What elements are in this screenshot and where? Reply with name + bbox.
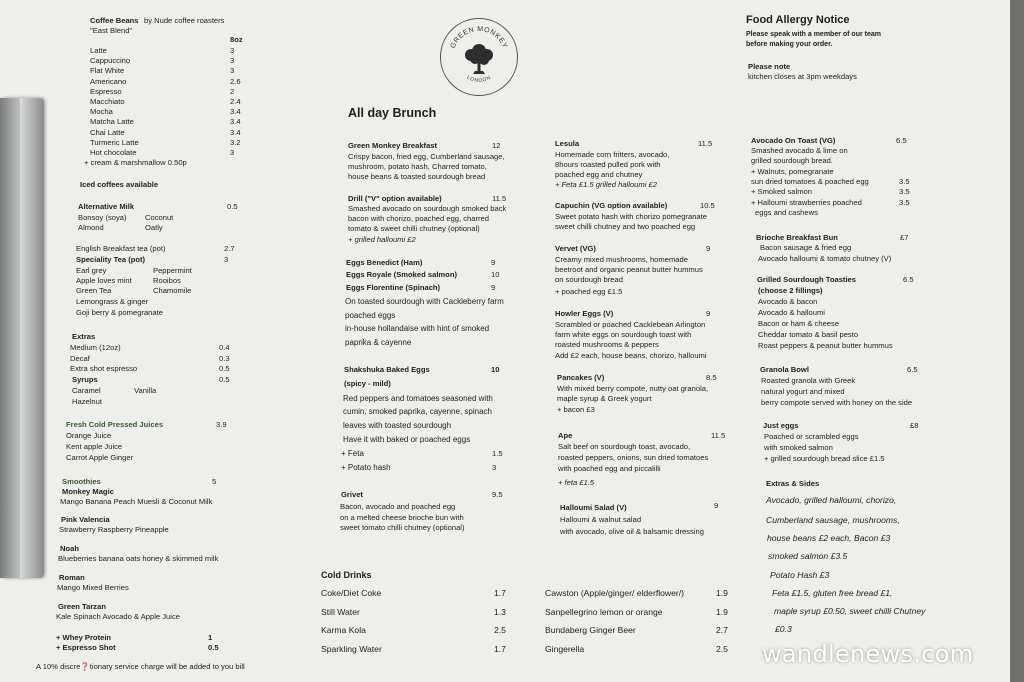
juice-item: Carrot Apple Ginger: [66, 453, 134, 462]
menu-row-price: 1.9: [716, 606, 728, 617]
menu-item-name: Vervet (VG): [555, 244, 596, 253]
menu-item-desc: with poached egg and piccalilli: [558, 464, 661, 473]
menu-row-price: 3: [230, 56, 235, 66]
menu-item-name: Eggs Royale (Smoked salmon): [346, 270, 457, 279]
menu-item-desc: Poached or scrambled eggs: [764, 432, 859, 441]
whey-protein: + Whey Protein: [56, 633, 112, 642]
extras-sides-text: house beans £2 each, Bacon £3: [767, 533, 891, 543]
clipboard-clip-edge: [0, 98, 20, 578]
syrup-item: Hazelnut: [72, 397, 102, 406]
menu-item-price: 1.5: [492, 449, 503, 458]
menu-item-desc: 8hours roasted pulled pork with: [555, 160, 661, 169]
extras-sides-text: Avocado, grilled halloumi, chorizo,: [766, 495, 897, 505]
menu-item-price: 11.5: [711, 431, 726, 440]
cold-drinks-heading: Cold Drinks: [321, 570, 372, 580]
menu-item-desc: maple syrup & Greek yogurt: [557, 394, 652, 403]
extras-sides-text: maple syrup £0.50, sweet chilli Chutney: [774, 606, 926, 616]
tea-item: Earl grey: [76, 266, 107, 275]
coffee-item: Latte: [90, 46, 107, 55]
specialty-tea-price: 3: [224, 255, 229, 264]
menu-item-desc: on sourdough bread: [555, 275, 623, 284]
menu-item-desc: + Feta £1.5 grilled halloumi £2: [555, 180, 657, 189]
whey-price: 1: [208, 633, 213, 642]
menu-row-price: 3.2: [230, 137, 241, 147]
menu-item-name: Drill ("V" option available): [348, 194, 442, 203]
menu-item-name: Green Monkey Breakfast: [348, 141, 438, 150]
drink-item: Sparkling Water: [321, 643, 382, 654]
coffee-blend: "East Blend": [90, 26, 133, 35]
menu-item-price: 3: [492, 463, 497, 472]
menu-item-name: Grivet: [341, 490, 363, 499]
menu-item-name: Avocado On Toast (VG): [751, 136, 836, 145]
menu-item-addon: + Feta: [341, 449, 364, 458]
coffee-item: Matcha Latte: [90, 117, 134, 127]
tea-item: Goji berry & pomegranate: [76, 308, 163, 317]
menu-item-desc: natural yogurt and mixed: [761, 387, 845, 396]
menu-item-desc: roasted peppers, onions, sun dried tomatoes: [558, 453, 709, 462]
extras-sides-heading: Extras & Sides: [766, 479, 820, 488]
menu-item-addon: + Potato hash: [341, 463, 391, 472]
coffee-item: Mocha: [90, 107, 113, 117]
menu-item-desc: berry compote served with honey on the side: [761, 398, 913, 407]
coffee-item: Macchiato: [90, 97, 125, 106]
menu-item-price: 3.5: [899, 177, 910, 186]
extras-sides-text: Cumberland sausage, mushrooms,: [766, 515, 900, 525]
menu-item-desc: Red peppers and tomatoes seasoned with: [343, 394, 493, 403]
logo-bottom-text: LONDON: [465, 74, 493, 84]
menu-row-price: 3.4: [230, 107, 241, 117]
menu-item-price: £7: [900, 233, 909, 242]
menu-row-price: 3: [230, 66, 235, 76]
menu-item-price: 6.5: [907, 365, 918, 374]
menu-item-desc: Roasted granola with Greek: [761, 376, 856, 385]
tea-item: Rooibos: [153, 276, 181, 285]
menu-item-desc: Halloumi & walnut salad: [560, 515, 642, 524]
menu-item-desc: paprika & cayenne: [345, 338, 412, 347]
menu-item-desc: cumin, smoked paprika, cayenne, spinach: [343, 407, 492, 416]
smoothie-desc: Mango Mixed Berries: [57, 583, 129, 592]
allergy-title: Food Allergy Notice: [746, 14, 850, 26]
menu-item-price: 11.5: [698, 139, 713, 148]
menu-item-desc: on a melted cheese brioche bun with: [340, 513, 464, 522]
green-monkey-logo: [440, 18, 518, 96]
tree-icon: [441, 19, 517, 95]
menu-item-price: 9.5: [492, 490, 503, 499]
menu-item-desc: Smashed avocado on sourdough smoked back: [348, 204, 507, 213]
tea-item: Chamomile: [153, 286, 192, 295]
drink-item: Karma Kola: [321, 625, 366, 635]
english-tea: English Breakfast tea (pot): [76, 244, 166, 253]
menu-item-desc: sweet chilli chutney and two poached egg: [555, 222, 696, 231]
menu-item-desc: with smoked salmon: [764, 443, 833, 452]
menu-row-price: 2.7: [716, 625, 728, 635]
menu-row-price: 0.3: [219, 353, 230, 363]
milk-item: Almond: [78, 223, 104, 232]
menu-item-desc: Bacon or ham & cheese: [758, 319, 840, 328]
menu-item-desc: with avocado, olive oil & balsamic dressing: [560, 527, 704, 536]
coffee-item: Espresso: [90, 86, 122, 96]
service-charge-note: A 10% discre❓tionary service charge will be added to you bill: [36, 662, 245, 671]
iced-coffee-note: Iced coffees available: [80, 180, 159, 189]
coffee-item: Flat White: [90, 66, 125, 76]
note-text: kitchen closes at 3pm weekdays: [748, 72, 857, 81]
milk-price: 0.5: [227, 202, 238, 211]
menu-item-desc: + feta £1.5: [558, 478, 595, 487]
smoothie-name: Pink Valencia: [61, 515, 110, 524]
coffee-item: Cappuccino: [90, 56, 131, 66]
menu-item-desc: bacon with chorizo, poached egg, charred: [348, 214, 489, 223]
coffee-item: Chai Latte: [90, 127, 125, 137]
menu-item-price: 10.5: [700, 201, 715, 210]
coffee-roaster: by Nude coffee roasters: [144, 16, 225, 25]
menu-item-name: Ape: [558, 431, 573, 440]
menu-item-name: Granola Bowl: [760, 365, 809, 374]
menu-item-desc: Avocado & bacon: [758, 297, 818, 306]
menu-item-name: Grilled Sourdough Toasties: [757, 275, 857, 284]
extra-item: Extra shot espresso: [70, 364, 138, 373]
menu-item-desc: Roast peppers & peanut butter hummus: [758, 341, 893, 350]
menu-item-price: 9: [714, 501, 719, 510]
menu-item-price: 6.5: [903, 275, 914, 284]
menu-row-price: 1.7: [494, 588, 506, 598]
extras-sides-text: Feta £1.5, gluten free bread £1,: [772, 588, 893, 598]
menu-item-desc: + poached egg £1.5: [555, 287, 623, 296]
menu-row-price: 2.4: [230, 97, 241, 106]
menu-item-name: Pancakes (V): [557, 373, 605, 382]
specialty-tea: Speciality Tea (pot): [76, 255, 146, 264]
menu-item-name: Shakshuka Baked Eggs: [344, 365, 430, 374]
smoothie-desc: Kale Spinach Avocado & Apple Juice: [56, 612, 180, 621]
smoothie-desc: Mango Banana Peach Muesli & Coconut Milk: [60, 497, 213, 506]
menu-item-name: Howler Eggs (V): [555, 309, 614, 318]
menu-item-desc: Avocado halloumi & tomato chutney (V): [758, 254, 892, 263]
menu-row-price: 2: [230, 86, 235, 96]
smoothie-name: Green Tarzan: [58, 602, 106, 611]
menu-item-desc: roasted mushrooms & peppers: [555, 340, 659, 349]
menu-item-desc: sweet tomato chilli chutney (optional): [340, 523, 465, 532]
extras-sides-text: smoked salmon £3.5: [768, 551, 848, 561]
extras-heading: Extras: [72, 332, 96, 341]
tea-item: Peppermint: [153, 266, 192, 275]
menu-item-desc: + bacon £3: [557, 405, 595, 414]
menu-item-name: Capuchin (VG option available): [555, 201, 668, 210]
menu-item-price: 6.5: [896, 136, 907, 145]
menu-item-desc: Salt beef on sourdough toast, avocado,: [558, 442, 691, 451]
menu-item-desc: beetroot and organic peanut butter hummus: [555, 265, 703, 274]
menu-row-price: 0.5: [219, 364, 230, 373]
menu-item-desc: in-house hollandaise with hint of smoked: [345, 324, 490, 333]
menu-item-name: Lesula: [555, 139, 580, 148]
menu-item-desc: Avocado & halloumi: [758, 308, 825, 317]
brunch-title: All day Brunch: [348, 106, 437, 120]
menu-row-price: 3: [230, 148, 235, 157]
menu-row-price: 3.4: [230, 127, 241, 137]
menu-row-price: 1.7: [494, 643, 506, 654]
tea-item: Lemongrass & ginger: [76, 297, 149, 306]
menu-item-price: 12: [492, 141, 501, 150]
menu-item-desc: Homemade corn fritters, avocado,: [555, 150, 670, 159]
menu-item-desc: Bacon sausage & fried egg: [760, 243, 852, 252]
milk-item: Oatly: [145, 223, 163, 232]
note-heading: Please note: [748, 62, 791, 71]
menu-item-name: Eggs Benedict (Ham): [346, 258, 423, 267]
drink-item: Still Water: [321, 606, 360, 617]
drink-item: Coke/Diet Coke: [321, 588, 382, 598]
smoothie-desc: Strawberry Raspberry Pineapple: [59, 525, 169, 534]
syrup-item: Caramel: [72, 386, 101, 395]
tea-item: Apple loves mint: [76, 276, 132, 285]
syrups-price: 0.5: [219, 375, 230, 384]
smoothie-name: Roman: [59, 573, 85, 582]
coffee-item: Americano: [90, 76, 127, 86]
menu-item-name: Just eggs: [763, 421, 799, 430]
extras-sides-text: Potato Hash £3: [770, 570, 830, 580]
menu-item-desc: sun dried tomatoes & poached egg: [751, 177, 869, 186]
menu-row-price: 1.9: [716, 588, 728, 598]
menu-item-desc: + Smoked salmon: [751, 187, 812, 196]
menu-item-price: £8: [910, 421, 919, 430]
extras-sides-text: £0.3: [775, 624, 792, 634]
juice-item: Kent apple Juice: [66, 442, 123, 451]
menu-item-desc: Smashed avocado & lime on: [751, 146, 848, 155]
coffee-item: Turmeric Latte: [90, 137, 139, 147]
menu-item-desc: + Halloumi strawberries poached: [751, 198, 862, 207]
menu-item-price: 10: [491, 270, 500, 279]
menu-row-price: 2.5: [494, 625, 506, 635]
menu-item-price: 9: [491, 283, 496, 292]
menu-item-desc: Sweet potato hash with chorizo pomegranate: [555, 212, 707, 221]
menu-item-desc: farm white eggs on sourdough toast with: [555, 330, 692, 339]
coffee-heading: Coffee Beans: [90, 16, 139, 25]
menu-item-desc: On toasted sourdough with Cackleberry farm: [345, 297, 504, 306]
milk-heading: Alternative Milk: [78, 202, 135, 211]
smoothie-name: Monkey Magic: [62, 487, 114, 496]
menu-item-desc: With mixed berry compote, nutty oat granola,: [557, 384, 709, 393]
menu-item-price: 10: [491, 365, 500, 374]
menu-item-name: Eggs Florentine (Spinach): [346, 283, 441, 292]
menu-row-price: 1.3: [494, 606, 506, 617]
menu-row-price: 3: [230, 46, 235, 55]
menu-item-desc: + grilled halloumi £2: [348, 235, 416, 244]
menu-item-price: 9: [706, 309, 711, 318]
menu-item-desc: Bacon, avocado and poached egg: [340, 502, 456, 511]
drink-item: Sanpellegrino lemon or orange: [545, 606, 663, 617]
extra-item: Medium (12oz): [70, 343, 121, 352]
menu-item-desc: grilled sourdough bread.: [751, 156, 833, 165]
espresso-shot-price: 0.5: [208, 643, 219, 652]
menu-item-desc: Scrambled or poached Cacklebean Arlington: [555, 320, 706, 329]
allergy-text: Please speak with a member of our team: [746, 31, 881, 38]
tea-item: Green Tea: [76, 286, 112, 295]
juices-heading: Fresh Cold Pressed Juices: [66, 420, 164, 429]
menu-item-price: 8.5: [706, 373, 717, 382]
coffee-item: Hot chocolate: [90, 148, 137, 157]
menu-item-desc: poached egg and chutney: [555, 170, 643, 179]
drink-item: Cawston (Apple/ginger/ elderflower/): [545, 588, 684, 598]
logo-top-text: GREEN MONKEY: [449, 25, 509, 50]
drink-item: Bundaberg Ginger Beer: [545, 625, 636, 635]
milk-item: Bonsoy (soya): [78, 213, 127, 222]
juices-price: 3.9: [216, 420, 227, 429]
menu-item-desc: eggs and cashews: [755, 208, 818, 217]
menu-item-desc: mushroom, potato hash, Charred tomato,: [348, 162, 487, 171]
syrups-heading: Syrups: [72, 375, 98, 384]
coffee-addon: + cream & marshmallow 0.50p: [84, 158, 187, 167]
menu-item-desc: Cheddar tomato & basil pesto: [758, 330, 859, 339]
menu-item-desc: + Walnuts, pomegranate: [751, 167, 834, 176]
menu-item-price: 11.5: [492, 194, 507, 203]
menu-row-price: 2.5: [716, 643, 728, 654]
smoothie-name: Noah: [60, 544, 79, 553]
allergy-text: before making your order.: [746, 41, 833, 48]
menu-item-subtitle: (choose 2 fillings): [758, 286, 823, 295]
menu-row-price: 3.4: [230, 117, 241, 127]
menu-item-subtitle: (spicy - mild): [344, 379, 391, 388]
syrup-item: Vanilla: [134, 386, 157, 395]
menu-row-price: 2.6: [230, 76, 241, 86]
smoothies-heading: Smoothies: [62, 477, 101, 486]
menu-item-desc: Have it with baked or poached eggs: [343, 435, 471, 444]
menu-item-price: 9: [491, 258, 496, 267]
espresso-shot: + Espresso Shot: [56, 643, 116, 652]
extra-item: Decaf: [70, 353, 90, 363]
menu-item-desc: Add £2 each, house beans, chorizo, halloumi: [555, 351, 707, 360]
watermark: wandlenews.com: [762, 640, 974, 668]
smoothie-desc: Blueberries banana oats honey & skimmed milk: [58, 554, 219, 563]
menu-item-desc: tomato & sweet chilli chutney (optional): [348, 224, 480, 233]
menu-item-name: Brioche Breakfast Bun: [756, 233, 838, 242]
menu-item-desc: house beans & toasted sourdough bread: [348, 172, 486, 181]
milk-item: Coconut: [145, 213, 174, 222]
menu-item-desc: + grilled sourdough bread slice £1.5: [764, 454, 885, 463]
drink-item: Gingerella: [545, 643, 585, 654]
menu-item-desc: leaves with toasted sourdough: [343, 421, 452, 430]
svg-text:LONDON: [466, 75, 493, 84]
coffee-size: 8oz: [230, 35, 243, 44]
menu-item-desc: Crispy bacon, fried egg, Cumberland sausage,: [348, 152, 505, 161]
english-tea-price: 2.7: [224, 244, 235, 253]
juice-item: Orange Juice: [66, 431, 112, 440]
menu-item-price: 3.5: [899, 198, 910, 207]
menu-item-price: 9: [706, 244, 711, 253]
menu-item-name: Halloumi Salad (V): [560, 503, 627, 512]
menu-item-desc: poached eggs: [345, 311, 396, 320]
menu-item-desc: Creamy mixed mushrooms, homemade: [555, 255, 688, 264]
menu-row-price: 0.4: [219, 343, 230, 352]
menu-item-price: 3.5: [899, 187, 910, 196]
smoothies-price: 5: [212, 477, 217, 486]
